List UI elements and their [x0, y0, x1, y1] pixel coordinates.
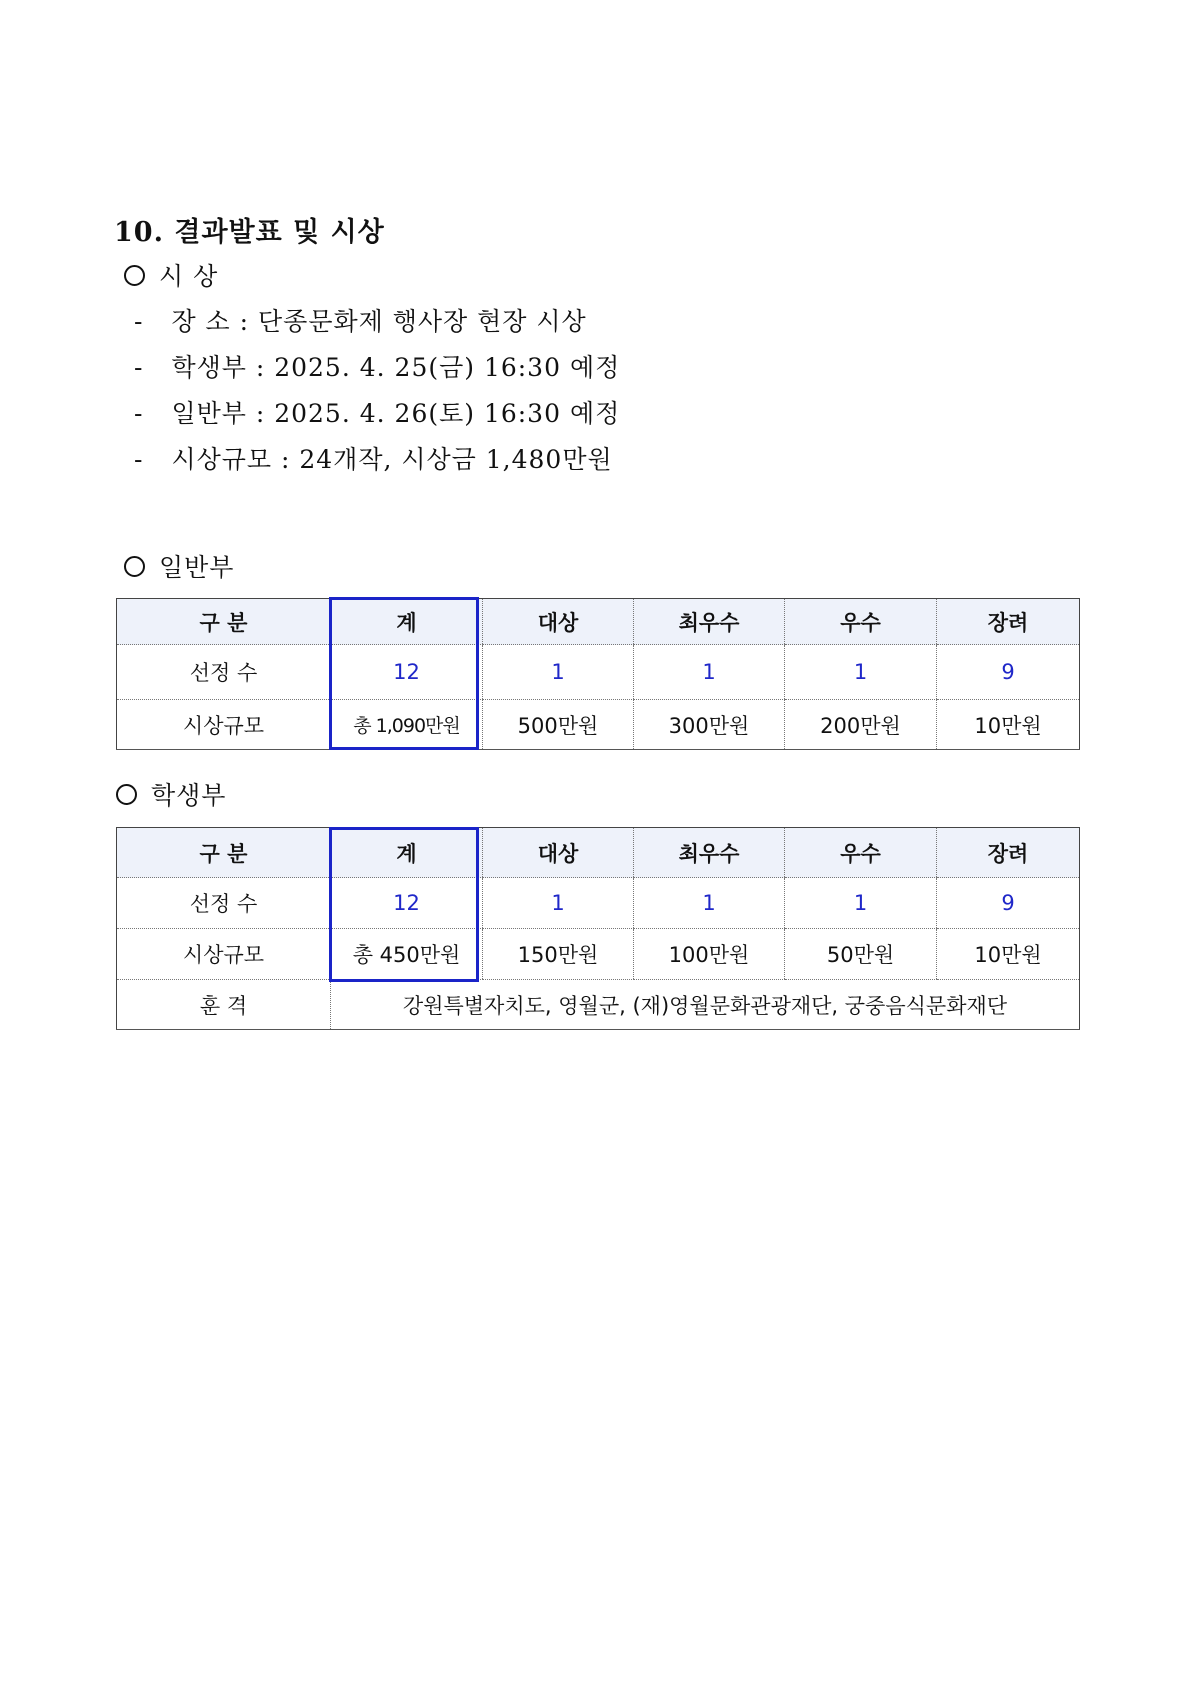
cell-sponsors: 강원특별자치도, 영월군, (재)영월문화관광재단, 궁중음식문화재단 [331, 980, 1080, 1030]
header-excellence-top: 최우수 [634, 599, 785, 645]
hollow-circle-icon [116, 784, 137, 805]
table-header-row [117, 599, 1080, 645]
table-row [117, 645, 1080, 700]
cell-prize: 50만원 [785, 929, 937, 980]
award-title: 시 상 [159, 262, 219, 291]
student-title-line [116, 776, 226, 812]
general-award-table [116, 598, 1080, 750]
general-title-line [124, 548, 234, 584]
cell-prize: 200만원 [785, 700, 937, 750]
award-item-student-date: 학생부 : 2025. 4. 25(금) 16:30 예정 [171, 353, 621, 382]
dash-bullet: - [134, 399, 144, 428]
award-item-general-date: 일반부 : 2025. 4. 26(토) 16:30 예정 [171, 399, 621, 428]
header-excellence-top: 최우수 [634, 828, 785, 878]
award-item-place: 장 소 : 단종문화제 행사장 현장 시상 [171, 307, 587, 336]
header-category: 구 분 [117, 828, 331, 878]
header-total: 계 [331, 599, 483, 645]
header-encouragement: 장려 [937, 599, 1080, 645]
cell-total-count: 12 [331, 645, 483, 700]
row-label: 시상규모 [117, 929, 331, 980]
award-item [134, 394, 620, 430]
row-label: 선정 수 [117, 878, 331, 929]
student-award-table [116, 827, 1080, 1030]
dash-bullet: - [134, 307, 144, 336]
hollow-circle-icon [124, 556, 145, 577]
cell-prize: 100만원 [634, 929, 785, 980]
award-title-line [124, 257, 218, 293]
cell-count: 9 [937, 645, 1080, 700]
header-category: 구 분 [117, 599, 331, 645]
award-item [134, 440, 613, 476]
hollow-circle-icon [124, 265, 145, 286]
award-item [134, 302, 587, 338]
cell-count: 1 [785, 878, 937, 929]
header-grand-prize: 대상 [483, 599, 634, 645]
dash-bullet: - [134, 445, 144, 474]
row-label: 선정 수 [117, 645, 331, 700]
row-label: 훈 격 [117, 980, 331, 1030]
header-excellence: 우수 [785, 599, 937, 645]
table-row [117, 700, 1080, 750]
cell-prize: 500만원 [483, 700, 634, 750]
cell-count: 1 [785, 645, 937, 700]
cell-count: 1 [483, 878, 634, 929]
cell-count: 1 [634, 645, 785, 700]
cell-prize: 300만원 [634, 700, 785, 750]
cell-prize: 10만원 [937, 929, 1080, 980]
table-row [117, 878, 1080, 929]
cell-total-prize: 총 1,090만원 [331, 700, 483, 750]
award-item-scale: 시상규모 : 24개작, 시상금 1,480만원 [171, 445, 613, 474]
cell-count: 1 [634, 878, 785, 929]
cell-prize: 10만원 [937, 700, 1080, 750]
header-encouragement: 장려 [937, 828, 1080, 878]
award-item [134, 348, 620, 384]
cell-total-prize: 총 450만원 [331, 929, 483, 980]
student-title: 학생부 [151, 781, 227, 810]
cell-count: 9 [937, 878, 1080, 929]
dash-bullet: - [134, 353, 144, 382]
table-row [117, 929, 1080, 980]
general-title: 일반부 [159, 553, 235, 582]
header-excellence: 우수 [785, 828, 937, 878]
cell-prize: 150만원 [483, 929, 634, 980]
cell-count: 1 [483, 645, 634, 700]
row-label: 시상규모 [117, 700, 331, 750]
table-header-row [117, 828, 1080, 878]
table-row [117, 980, 1080, 1030]
section-heading: 10. 결과발표 및 시상 [114, 217, 385, 248]
cell-total-count: 12 [331, 878, 483, 929]
header-grand-prize: 대상 [483, 828, 634, 878]
header-total: 계 [331, 828, 483, 878]
